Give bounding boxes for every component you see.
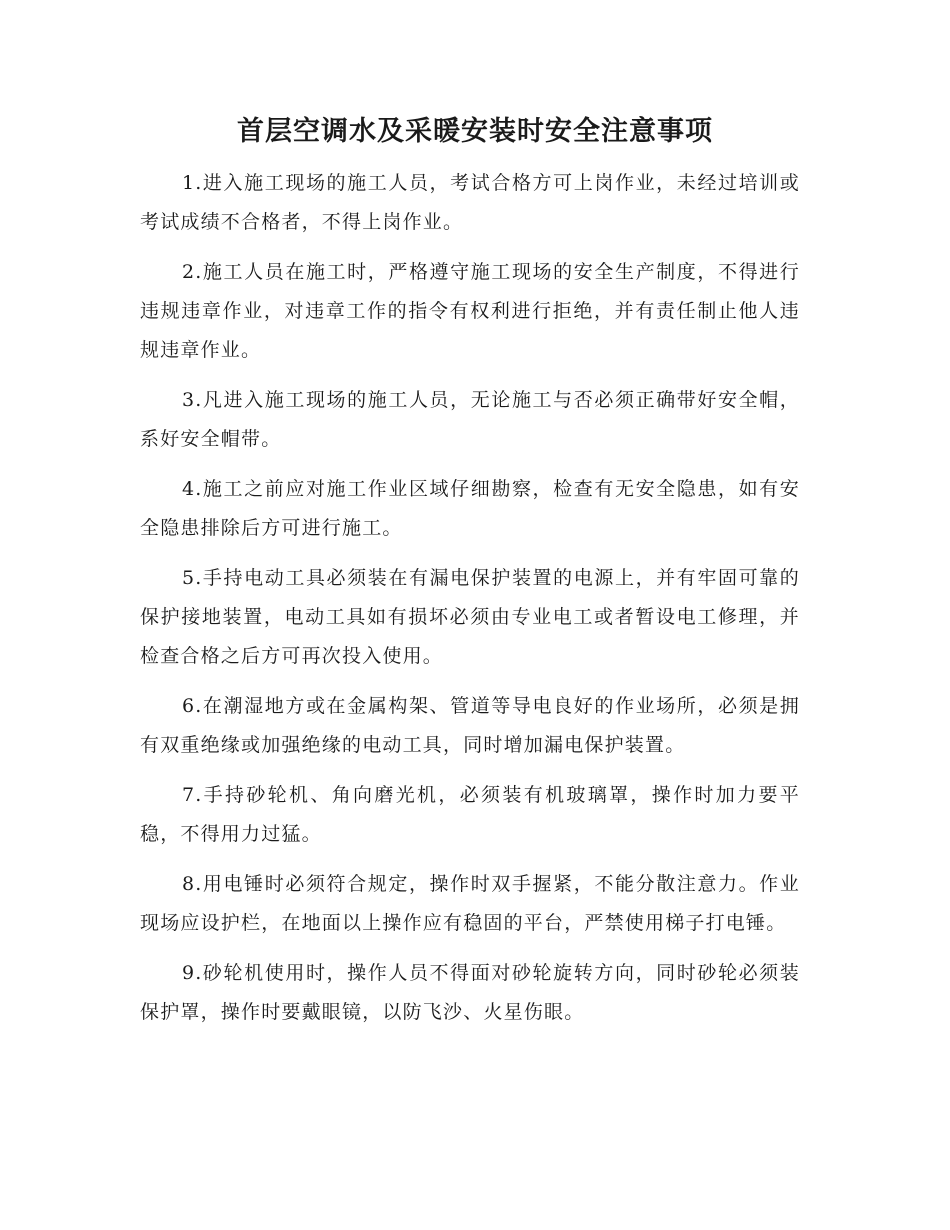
paragraph-item-1: 1.进入施工现场的施工人员，考试合格方可上岗作业，未经过培训或考试成绩不合格者，不得上岗作业。 xyxy=(140,172,800,233)
paragraph-item-4: 4.施工之前应对施工作业区域仔细勘察，检查有无安全隐患，如有安全隐患排除后方可进行施工。 xyxy=(140,478,800,539)
paragraph-item-9: 9.砂轮机使用时，操作人员不得面对砂轮旋转方向，同时砂轮必须装保护罩，操作时要戴眼镜，以防飞沙、火星伤眼。 xyxy=(140,962,800,1023)
document-body xyxy=(140,164,800,1043)
paragraph-item-7: 7.手持砂轮机、角向磨光机，必须装有机玻璃罩，操作时加力要平稳，不得用力过猛。 xyxy=(140,784,800,845)
paragraph-item-6: 6.在潮湿地方或在金属构架、管道等导电良好的作业场所，必须是拥有双重绝缘或加强绝缘的电动工具，同时增加漏电保护装置。 xyxy=(140,695,800,756)
paragraph-item-8: 8.用电锤时必须符合规定，操作时双手握紧，不能分散注意力。作业现场应设护栏，在地面以上操作应有稳固的平台，严禁使用梯子打电锤。 xyxy=(140,873,800,934)
paragraph-item-5: 5.手持电动工具必须装在有漏电保护装置的电源上，并有牢固可靠的保护接地装置，电动工具如有损坏必须由专业电工或者暂设电工修理，并检查合格之后方可再次投入使用。 xyxy=(140,567,800,667)
paragraph-item-3: 3.凡进入施工现场的施工人员，无论施工与否必须正确带好安全帽，系好安全帽带。 xyxy=(140,389,800,450)
page-title: 首层空调水及采暖安装时安全注意事项 xyxy=(237,116,713,147)
paragraph-item-2: 2.施工人员在施工时，严格遵守施工现场的安全生产制度，不得进行违规违章作业，对违章工作的指令有权利进行拒绝，并有责任制止他人违规违章作业。 xyxy=(140,261,800,361)
